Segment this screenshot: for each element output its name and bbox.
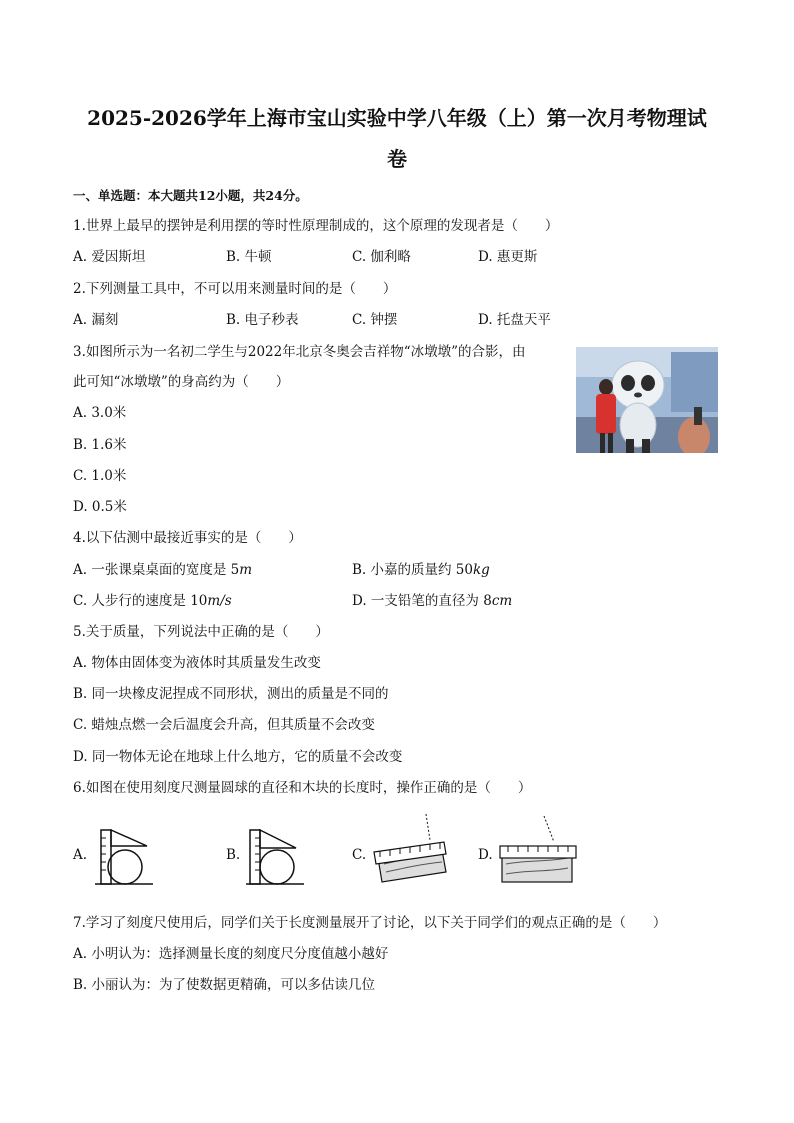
- section-heading: 一、单选题：本大题共12小题，共24分。: [73, 188, 308, 203]
- question-7-option-b: B. 小丽认为：为了使数据更精确，可以多估读几位: [73, 977, 376, 993]
- question-1-option-c: C. 伽利略: [352, 249, 411, 265]
- question-4-option-d: [352, 592, 512, 610]
- question-2-option-c: C. 钟摆: [352, 312, 398, 328]
- question-5-option-a: A. 物体由固体变为液体时其质量发生改变: [73, 655, 321, 671]
- question-3-option-a: A. 3.0米: [73, 405, 127, 421]
- document-title-line-2: 卷: [387, 147, 407, 171]
- question-6-option-d: D.: [478, 847, 493, 863]
- question-4-option-b: [352, 561, 490, 579]
- question-5-option-c: C. 蜡烛点燃一会后温度会升高，但其质量不会改变: [73, 717, 375, 733]
- diagram-b-set-square-ball: [246, 826, 306, 888]
- diagram-a-set-square-ball: [95, 826, 155, 888]
- question-4-option-a: [73, 561, 252, 579]
- question-3-option-d: D. 0.5米: [73, 499, 127, 515]
- question-4-stem: 4.以下估测中最接近事实的是（ ）: [73, 530, 302, 546]
- question-4-option-b-unit: kg: [472, 562, 490, 578]
- question-6-option-b: B.: [226, 847, 241, 863]
- question-4-option-d-unit: cm: [491, 593, 513, 609]
- question-2-option-b: B. 电子秒表: [226, 312, 299, 328]
- question-4-option-d-text: D. 一支铅笔的直径为 8: [352, 593, 492, 609]
- question-3-option-b: B. 1.6米: [73, 437, 127, 453]
- mascot-photo: [576, 347, 718, 453]
- question-4-option-c-unit: m/s: [207, 593, 232, 609]
- question-3-stem-line-2: 此可知“冰墩墩”的身高约为（ ）: [73, 374, 290, 390]
- question-2-option-d: D. 托盘天平: [478, 312, 551, 328]
- question-5-stem: 5.关于质量，下列说法中正确的是（ ）: [73, 624, 329, 640]
- question-2-stem: 2.下列测量工具中，不可以用来测量时间的是（ ）: [73, 281, 397, 297]
- question-4-option-c: [73, 592, 232, 610]
- question-5-option-b: B. 同一块橡皮泥捏成不同形状，测出的质量是不同的: [73, 686, 389, 702]
- document-title-line-1: 2025-2026学年上海市宝山实验中学八年级（上）第一次月考物理试: [87, 106, 707, 130]
- question-7-stem: 7.学习了刻度尺使用后，同学们关于长度测量展开了讨论，以下关于同学们的观点正确的是（ ）: [73, 915, 667, 931]
- question-6-option-c: C.: [352, 847, 367, 863]
- question-1-option-a: A. 爱因斯坦: [73, 249, 146, 265]
- question-3-stem-line-1: 3.如图所示为一名初二学生与2022年北京冬奥会吉祥物“冰墩墩”的合影，由: [73, 344, 526, 360]
- diagram-c-ruler-block: [370, 812, 450, 888]
- question-6-stem: 6.如图在使用刻度尺测量圆球的直径和木块的长度时，操作正确的是（ ）: [73, 780, 532, 796]
- question-1-option-d: D. 惠更斯: [478, 249, 538, 265]
- question-7-option-a: A. 小明认为：选择测量长度的刻度尺分度值越小越好: [73, 946, 389, 962]
- question-1-option-b: B. 牛顿: [226, 249, 272, 265]
- question-4-option-a-unit: m: [239, 562, 253, 578]
- question-1-stem: 1.世界上最早的摆钟是利用摆的等时性原理制成的，这个原理的发现者是（ ）: [73, 218, 559, 234]
- question-2-option-a: A. 漏刻: [73, 312, 119, 328]
- diagram-d-ruler-block: [496, 812, 580, 888]
- question-4-option-c-text: C. 人步行的速度是 10: [73, 593, 208, 609]
- question-4-option-b-text: B. 小嘉的质量约 50: [352, 562, 473, 578]
- question-4-option-a-text: A. 一张课桌桌面的宽度是 5: [73, 562, 240, 578]
- question-6-option-a: A.: [73, 847, 88, 863]
- question-5-option-d: D. 同一物体无论在地球上什么地方，它的质量不会改变: [73, 749, 403, 765]
- question-3-option-c: C. 1.0米: [73, 468, 127, 484]
